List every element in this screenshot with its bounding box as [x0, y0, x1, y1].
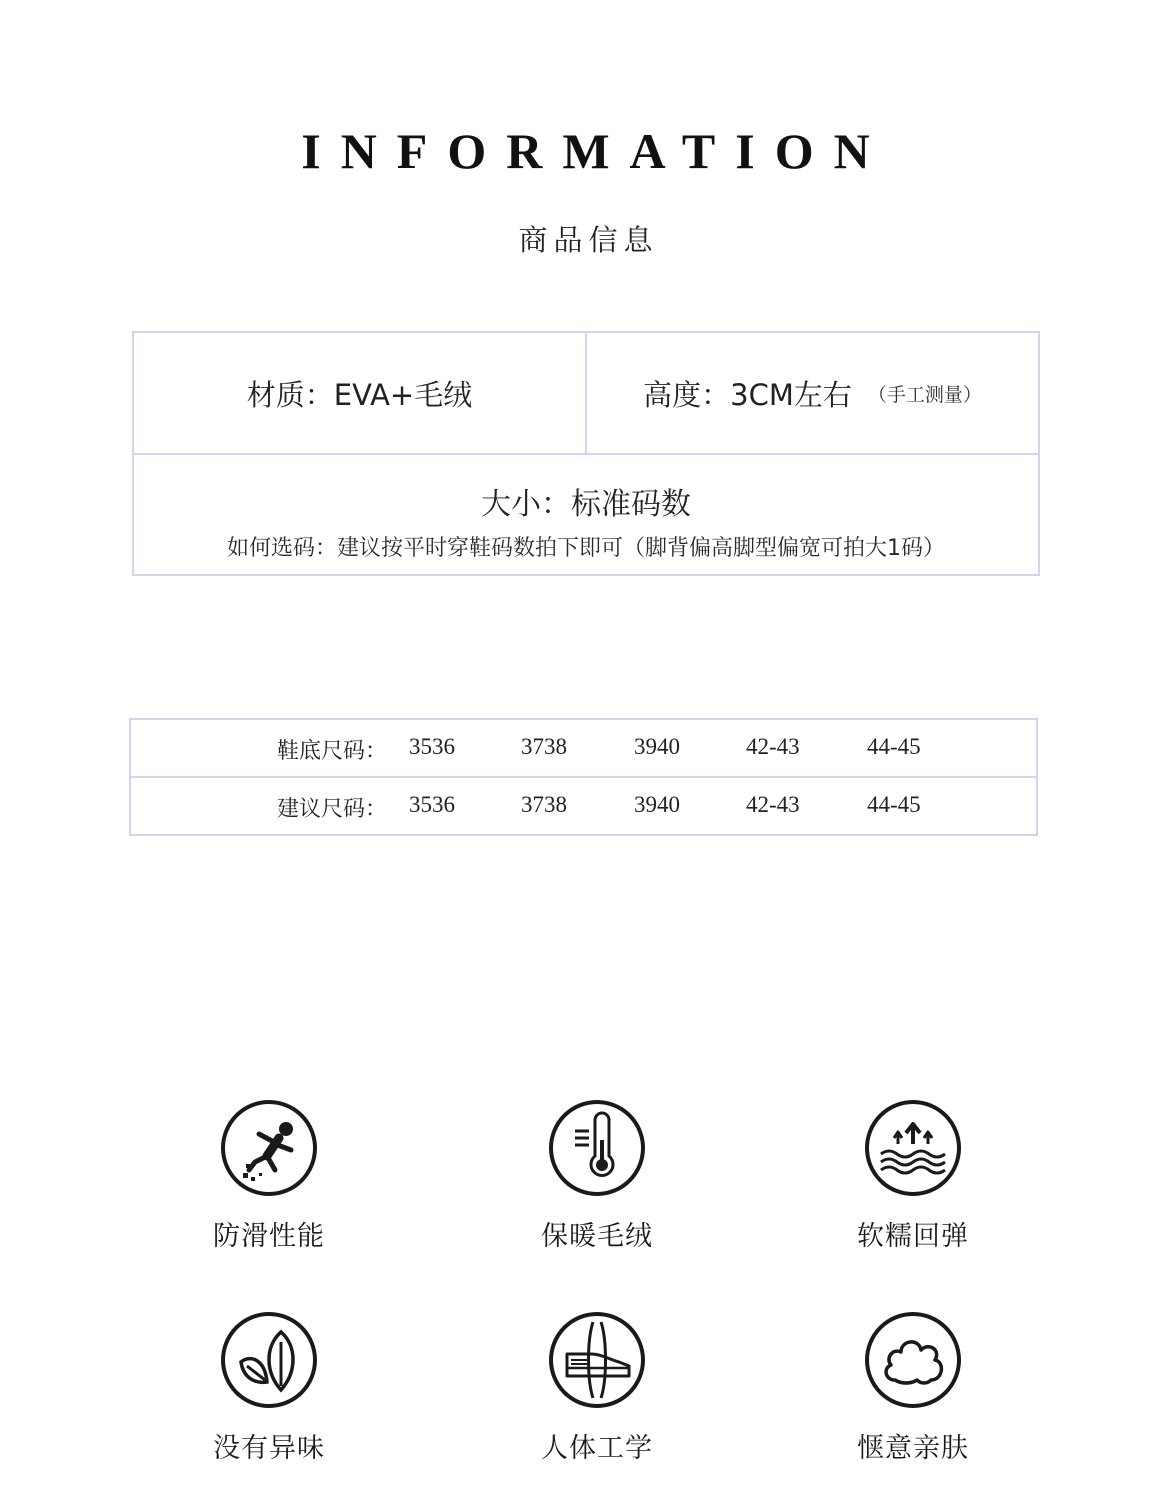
row-label-sole-size: 鞋底尺码：	[277, 739, 388, 764]
table-cell: 3940	[634, 792, 680, 817]
leaf-icon	[219, 1310, 319, 1410]
size-text: 大小：标准码数	[481, 487, 691, 522]
table-cell: 42-43	[746, 734, 800, 759]
material-cell	[134, 333, 587, 453]
thermometer-icon	[547, 1098, 647, 1198]
feature-ergonomics	[482, 1310, 712, 1465]
feature-label: 软糯回弹	[857, 1221, 969, 1252]
info-box	[132, 331, 1040, 576]
table-cell: 3940	[634, 734, 680, 759]
table-cell: 42-43	[746, 792, 800, 817]
feature-label: 人体工学	[541, 1433, 653, 1464]
page-subtitle: 商品信息	[518, 223, 659, 257]
page-title: INFORMATION	[301, 123, 890, 179]
table-row	[131, 720, 1036, 778]
info-row-material-height	[134, 333, 1038, 455]
height-text: 高度：3CM左右	[643, 377, 852, 412]
feature-label: 保暖毛绒	[541, 1221, 653, 1252]
table-cell: 44-45	[867, 734, 921, 759]
table-cell: 3536	[409, 734, 455, 759]
row-label-recommended-size: 建议尺码：	[277, 797, 388, 822]
table-cell: 44-45	[867, 792, 921, 817]
feature-label: 没有异味	[213, 1433, 325, 1464]
slip-icon	[219, 1098, 319, 1198]
material-text: 材质：EVA+毛绒	[246, 377, 473, 412]
height-note: （手工测量）	[867, 383, 982, 406]
feature-anti-slip	[154, 1098, 384, 1253]
info-row-size	[134, 455, 1038, 576]
feature-soft-rebound	[798, 1098, 1028, 1253]
height-cell	[587, 333, 1038, 453]
table-row	[131, 778, 1036, 836]
feature-no-odor	[154, 1310, 384, 1465]
cloud-icon	[863, 1310, 963, 1410]
feature-label: 防滑性能	[213, 1221, 325, 1252]
feature-label: 惬意亲肤	[857, 1433, 969, 1464]
feature-warm-plush	[482, 1098, 712, 1253]
table-cell: 3536	[409, 792, 455, 817]
ergonomic-shoe-icon	[547, 1310, 647, 1410]
size-tip: 如何选码：建议按平时穿鞋码数拍下即可（脚背偏高脚型偏宽可拍大1码）	[227, 536, 945, 561]
size-table	[129, 718, 1038, 836]
feature-skin-friendly	[798, 1310, 1028, 1465]
rebound-icon	[863, 1098, 963, 1198]
table-cell: 3738	[521, 734, 567, 759]
table-cell: 3738	[521, 792, 567, 817]
